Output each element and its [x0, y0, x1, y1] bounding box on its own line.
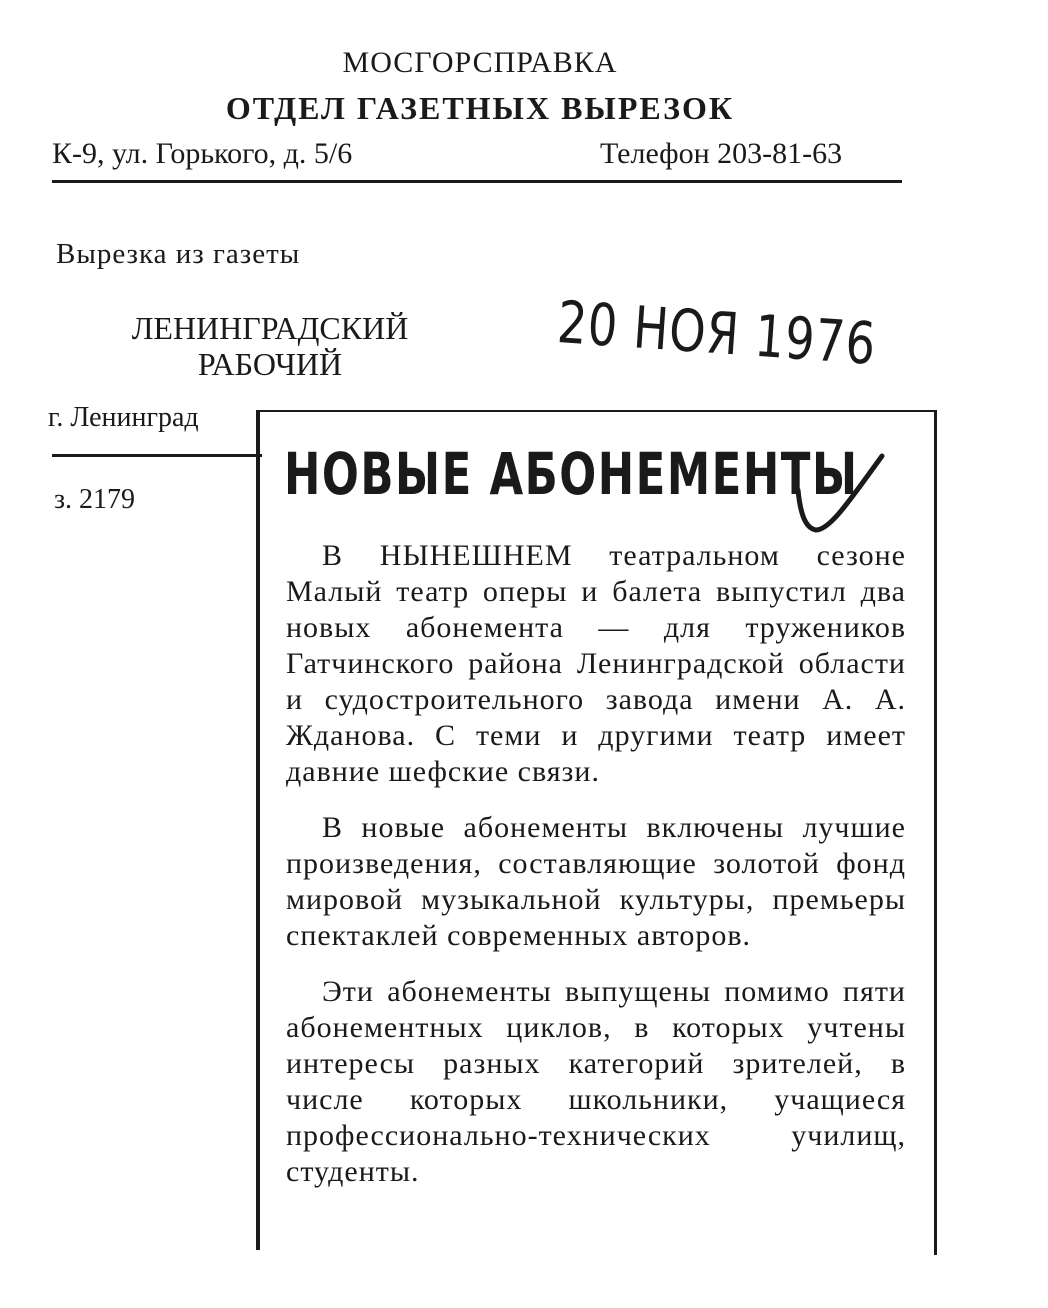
city-label: г. Ленинград — [48, 402, 199, 433]
article-paragraph-2: В новые абонементы включены лучшие произведения, составляющие золотой фонд мировой музыкальной культуры, премьеры спектаклей современных авторов. — [286, 811, 906, 952]
header-divider — [52, 180, 902, 183]
clipping-label: Вырезка из газеты — [56, 238, 301, 270]
department-name: ОТДЕЛ ГАЗЕТНЫХ ВЫРЕЗОК — [225, 90, 735, 126]
date-stamp: 20 НОЯ 1976 — [555, 288, 879, 379]
article-frame-left — [256, 410, 260, 1250]
article-frame-top — [256, 410, 936, 412]
article-frame-right — [934, 410, 937, 1255]
city-divider — [52, 454, 262, 457]
article-paragraph-3: Эти абонементы выпущены помимо пяти абонементных циклов, в которых учтены интересы разных категорий зрителей, в числе которых школьники, учащиеся профессионально-технических училищ, студенты. — [286, 975, 906, 1188]
phone-line: Телефон 203-81-63 — [600, 137, 843, 170]
newspaper-name-line1: ЛЕНИНГРАДСКИЙ — [131, 310, 409, 346]
address-line: К-9, ул. Горького, д. 5/6 — [52, 137, 353, 170]
agency-name: МОСГОРСПРАВКА — [342, 46, 618, 79]
article-paragraph-1: В НЫНЕШНЕМ театральном сезоне Малый театр оперы и балета выпустил два новых абонемента — для тружеников Гатчинского района Ленинградской области и судостроительного завода имени А. А. Жданова. С теми и другими театр имеет давние шефские связи. — [286, 539, 906, 788]
clipping-number: з. 2179 — [54, 484, 136, 515]
article-title: НОВЫЕ АБОНЕМЕНТЫ — [284, 440, 859, 508]
checkmark-icon — [790, 450, 890, 540]
newspaper-name — [60, 310, 480, 382]
newspaper-name-line2: РАБОЧИЙ — [197, 346, 343, 382]
article-body — [286, 538, 906, 1210]
